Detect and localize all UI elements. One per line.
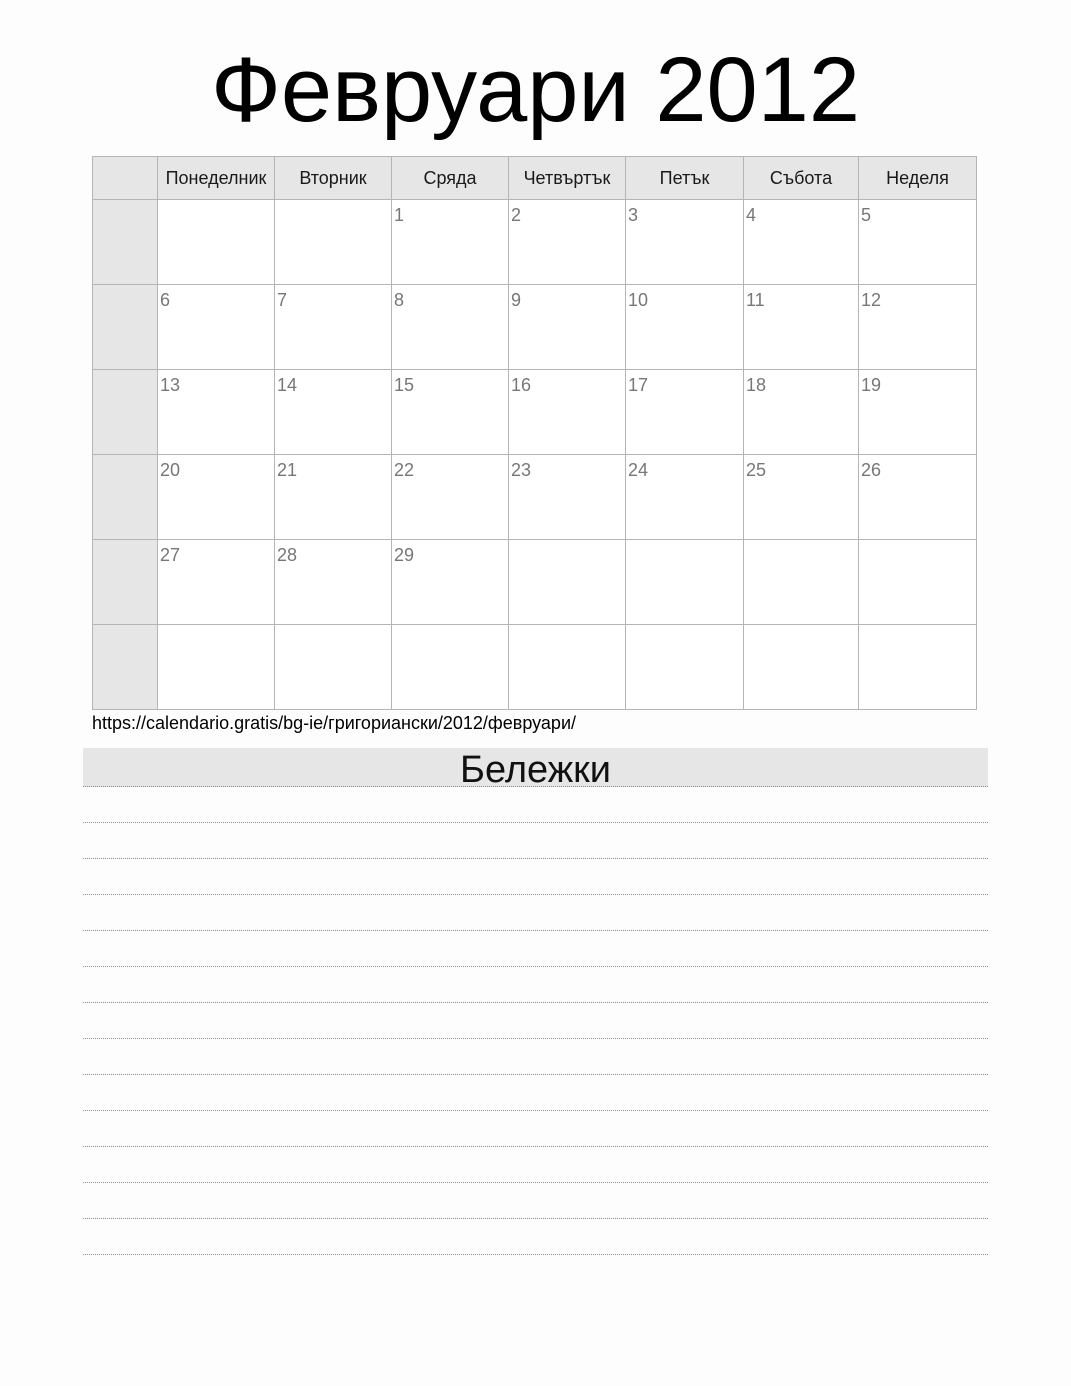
day-number xyxy=(859,540,976,566)
day-number: 7 xyxy=(277,290,288,310)
day-cell xyxy=(392,625,509,710)
calendar-week-row xyxy=(93,285,977,370)
day-cell xyxy=(626,455,744,540)
day-number: 17 xyxy=(628,375,649,395)
day-number: 13 xyxy=(160,375,181,395)
day-cell xyxy=(158,540,275,625)
calendar-week-row xyxy=(93,540,977,625)
weekday-header-saturday: Събота xyxy=(744,157,859,200)
day-number: 1 xyxy=(394,205,405,225)
calendar-body xyxy=(93,200,977,710)
day-number: 25 xyxy=(746,460,767,480)
day-number: 20 xyxy=(160,460,181,480)
day-cell xyxy=(626,540,744,625)
day-cell xyxy=(158,625,275,710)
day-number: 10 xyxy=(628,290,649,310)
day-cell xyxy=(275,625,392,710)
calendar-grid xyxy=(92,156,977,710)
day-cell xyxy=(158,455,275,540)
day-cell xyxy=(158,200,275,285)
weekday-header-thursday: Четвъртък xyxy=(509,157,626,200)
weekday-header-sunday: Неделя xyxy=(859,157,977,200)
day-number xyxy=(275,200,391,226)
day-number: 9 xyxy=(511,290,522,310)
weekday-header-monday: Понеделник xyxy=(158,157,275,200)
day-cell xyxy=(626,625,744,710)
day-number: 23 xyxy=(511,460,532,480)
note-line xyxy=(83,967,988,1003)
day-cell xyxy=(509,540,626,625)
day-cell xyxy=(859,455,977,540)
day-cell xyxy=(744,625,859,710)
day-number: 8 xyxy=(394,290,405,310)
day-number: 19 xyxy=(861,375,882,395)
day-cell xyxy=(626,370,744,455)
calendar-week-row xyxy=(93,200,977,285)
week-number-cell xyxy=(93,625,158,710)
day-number: 14 xyxy=(277,375,298,395)
weekday-header-wednesday: Сряда xyxy=(392,157,509,200)
day-number xyxy=(859,625,976,651)
day-number xyxy=(392,625,508,651)
note-line xyxy=(83,859,988,895)
day-number: 29 xyxy=(394,545,415,565)
day-cell xyxy=(275,455,392,540)
day-number: 22 xyxy=(394,460,415,480)
day-cell xyxy=(626,200,744,285)
week-number-header xyxy=(93,157,158,200)
weekday-header-row xyxy=(93,157,977,200)
note-line xyxy=(83,895,988,931)
day-number xyxy=(509,625,625,651)
day-number xyxy=(626,540,743,566)
weekday-header-tuesday: Вторник xyxy=(275,157,392,200)
day-number: 28 xyxy=(277,545,298,565)
day-cell xyxy=(509,285,626,370)
day-cell xyxy=(744,200,859,285)
day-cell xyxy=(392,540,509,625)
day-number xyxy=(509,540,625,566)
day-cell xyxy=(859,625,977,710)
week-number-cell xyxy=(93,200,158,285)
day-cell xyxy=(626,285,744,370)
day-cell xyxy=(392,455,509,540)
day-cell xyxy=(509,625,626,710)
note-line xyxy=(83,1219,988,1255)
day-number: 4 xyxy=(746,205,757,225)
day-number: 26 xyxy=(861,460,882,480)
note-line xyxy=(83,1003,988,1039)
day-number: 12 xyxy=(861,290,882,310)
source-url: https://calendario.gratis/bg-ie/григориански/2012/февруари/ xyxy=(92,713,576,733)
day-number: 21 xyxy=(277,460,298,480)
day-cell xyxy=(275,200,392,285)
day-number: 24 xyxy=(628,460,649,480)
note-line xyxy=(83,823,988,859)
note-line xyxy=(83,1039,988,1075)
note-line xyxy=(83,931,988,967)
day-cell xyxy=(158,285,275,370)
day-cell xyxy=(744,285,859,370)
calendar-week-row xyxy=(93,370,977,455)
day-cell xyxy=(859,540,977,625)
note-line xyxy=(83,1147,988,1183)
day-number: 15 xyxy=(394,375,415,395)
day-cell xyxy=(275,370,392,455)
day-number xyxy=(158,625,274,651)
day-number: 2 xyxy=(511,205,522,225)
notes-lines xyxy=(83,787,988,1255)
day-cell xyxy=(392,200,509,285)
day-cell xyxy=(158,370,275,455)
calendar-week-row xyxy=(93,455,977,540)
day-cell xyxy=(859,285,977,370)
day-cell xyxy=(275,540,392,625)
day-cell xyxy=(744,540,859,625)
note-line xyxy=(83,787,988,823)
day-number xyxy=(744,625,858,651)
day-number: 16 xyxy=(511,375,532,395)
day-cell xyxy=(859,370,977,455)
page-title: Февруари 2012 xyxy=(210,39,861,141)
note-line xyxy=(83,1075,988,1111)
day-number: 27 xyxy=(160,545,181,565)
day-number: 5 xyxy=(861,205,872,225)
day-cell xyxy=(859,200,977,285)
note-line xyxy=(83,1111,988,1147)
weekday-header-friday: Петък xyxy=(626,157,744,200)
day-cell xyxy=(392,370,509,455)
week-number-cell xyxy=(93,370,158,455)
week-number-cell xyxy=(93,285,158,370)
day-cell xyxy=(392,285,509,370)
day-number: 11 xyxy=(746,290,765,310)
calendar-week-row xyxy=(93,625,977,710)
day-number xyxy=(626,625,743,651)
day-cell xyxy=(509,200,626,285)
day-number xyxy=(158,200,274,226)
day-cell xyxy=(509,370,626,455)
day-number: 18 xyxy=(746,375,767,395)
day-cell xyxy=(275,285,392,370)
day-number: 6 xyxy=(160,290,171,310)
day-number xyxy=(744,540,858,566)
note-line xyxy=(83,1183,988,1219)
day-cell xyxy=(744,370,859,455)
notes-title: Бележки xyxy=(83,748,988,787)
day-cell xyxy=(509,455,626,540)
day-number xyxy=(275,625,391,651)
week-number-cell xyxy=(93,540,158,625)
day-number: 3 xyxy=(628,205,639,225)
week-number-cell xyxy=(93,455,158,540)
day-cell xyxy=(744,455,859,540)
